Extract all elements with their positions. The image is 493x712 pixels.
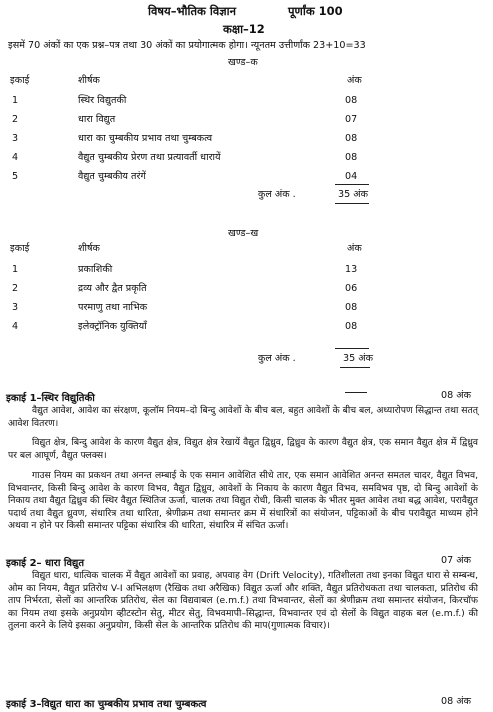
marks-underline xyxy=(335,184,369,185)
decorative-rule xyxy=(345,392,367,393)
row-title: स्थिर विद्युतकी xyxy=(78,95,127,106)
total-underline xyxy=(340,367,370,368)
section-b-total-value: 35 अंक xyxy=(343,353,373,364)
unit-1-para-1: वैद्युत आवेश, आवेश का संरक्षण, कूलॉम नियम–दो बिन्दु आवेशों के बीच बल, बहुत आवेशों के बीच बल, अध्यारोपण सिद्धान्त तथा सतत् आवेश वितरण। xyxy=(8,405,478,429)
section-a-col-unit: इकाई xyxy=(10,75,30,86)
row-unit: 3 xyxy=(12,133,19,144)
row-marks: 08 xyxy=(345,321,358,332)
subject-title: विषय–भौतिक विज्ञान xyxy=(148,4,236,18)
row-unit: 1 xyxy=(12,264,19,275)
row-marks: 13 xyxy=(345,264,358,275)
row-title: धारा का चुम्बकीय प्रभाव तथा चुम्बकत्व xyxy=(78,133,213,144)
exam-note: इसमें 70 अंकों का एक प्रश्न–पत्र तथा 30 अंकों का प्रयोगात्मक होगा। न्यूनतम उत्तीर्णांक 23+10=33 xyxy=(8,40,366,51)
row-title: प्रकाशिकी xyxy=(78,264,113,275)
section-a-title: खण्ड–क xyxy=(228,57,258,68)
row-marks: 08 xyxy=(345,95,358,106)
row-marks: 08 xyxy=(345,152,358,163)
total-underline xyxy=(335,203,369,204)
unit-1-heading: इकाई 1–स्थिर विद्युतिकी xyxy=(6,393,95,404)
row-unit: 3 xyxy=(12,302,19,313)
row-marks: 07 xyxy=(345,114,358,125)
row-marks: 08 xyxy=(345,133,358,144)
section-b-title: खण्ड–ख xyxy=(228,228,259,239)
unit-2-marks: 07 अंक xyxy=(441,555,471,566)
row-title: इलेक्ट्रॉनिक युक्तियाँ xyxy=(78,321,147,332)
row-unit: 1 xyxy=(12,95,19,106)
row-unit: 4 xyxy=(12,321,19,332)
row-unit: 5 xyxy=(12,171,19,182)
section-b-col-unit: इकाई xyxy=(10,243,30,254)
row-unit: 4 xyxy=(12,152,19,163)
section-b-col-title: शीर्षक xyxy=(78,243,100,254)
max-marks: पूर्णांक 100 xyxy=(288,4,343,18)
unit-1-para-3: गाउस नियम का प्रकथन तथा अनन्त लम्बाई के एक समान आवेशित सीधे तार, एक समान आवेशित अनन्त समतल चादर, वैद्युत विभव, विभवान्तर, किसी बिन्दु आवेश के कारण विभव, वैद्युत द्विध्रुव, आवेशों के निकाय के कारण वैद्युत विभव, समविभव पृष्ठ, दो बिन्दु आवेशों के निकाय तथा वैद्युत द्विध्रुव की स्थिर वैद्युत स्थितिज ऊर्जा, चालक तथा विद्युत रोधी, किसी चालक के भीतर मुक्त आवेश तथा बद्ध आवेश, परावैद्युत पदार्थ तथा वैद्युत ध्रुवण, संधारित्र तथा धारिता, श्रेणीक्रम तथा समान्तर क्रम में संधारित्रों का संयोजन, पट्टिकाओं के बीच परावैद्युत माध्यम होने अथवा न होने पर किसी समान्तर पट्टिका संधारित्र की धारिता, संधारित्र में संचित ऊर्जा। xyxy=(8,470,478,532)
unit-3-heading: इकाई 3–विद्युत धारा का चुम्बकीय प्रभाव तथा चुम्बकत्व xyxy=(6,699,207,710)
section-b-total-label: कुल अंक . xyxy=(258,353,296,364)
section-a-col-title: शीर्षक xyxy=(78,75,100,86)
unit-1-marks: 08 अंक xyxy=(441,390,471,401)
row-marks: 08 xyxy=(345,302,358,313)
row-marks: 04 xyxy=(345,171,358,182)
unit-1-para-2: विद्युत क्षेत्र, बिन्दु आवेश के कारण वैद्युत क्षेत्र, विद्युत क्षेत्र रेखायें वैद्युत द्विध्रुव, द्विध्रुव के कारण वैद्युत क्षेत्र, एक समान वैद्युत क्षेत्र में द्विध्रुव पर बल आघूर्ण, वैद्युत फ्लक्स। xyxy=(8,437,478,461)
row-unit: 2 xyxy=(12,283,19,294)
unit-2-para-1: विद्युत धारा, धात्विक चालक में वैद्युत आवेशों का प्रवाह, अपवाह वेग (Drift Velocity), गतिशीलता तथा इनका विद्युत धारा से सम्बन्ध, ओम का नियम, वैद्युत प्रतिरोध V-I अभिलक्षण (रैखिक तथा अरैखिक) विद्युत ऊर्जा और शक्ति, वैद्युत प्रतिरोधकता तथा चालकता, प्रतिरोध की ताप निर्भरता, सेलों का आन्तरिक प्रतिरोध, सेल का विद्यवाबल (e.m.f.) तथा विभवान्तर, सेलों का श्रेणीक्रम तथा समान्तर संयोजन, किरचॉफ का नियम तथा इसके अनुप्रयोग व्हीटस्टोन सेतु, मीटर सेतु, विभवमापी–सिद्धान्त, विभवान्तर एवं दो सेलों के विद्युत वाहक बल (e.m.f.) की तुलना करने के लिये इसका अनुप्रयोग, किसी सेल के आन्तरिक प्रतिरोध की माप(गुणात्मक विचार)। xyxy=(8,570,478,632)
row-title: द्रव्य और द्वैत प्रकृति xyxy=(78,283,147,294)
section-b-col-marks: अंक xyxy=(347,243,362,254)
unit-2-heading: इकाई 2– धारा विद्युत xyxy=(6,558,85,569)
row-title: वैद्युत चुम्बकीय प्रेरण तथा प्रत्यावर्ती धारायें xyxy=(78,152,221,163)
section-a-total-label: कुल अंक . xyxy=(258,189,296,200)
unit-3-marks: 08 अंक xyxy=(441,696,471,707)
row-unit: 2 xyxy=(12,114,19,125)
section-a-col-marks: अंक xyxy=(347,75,362,86)
class-label: कक्षा–12 xyxy=(223,22,265,36)
row-title: धारा विद्युत xyxy=(78,114,116,125)
section-a-total-value: 35 अंक xyxy=(338,189,368,200)
row-title: वैद्युत चुम्बकीय तरंगें xyxy=(78,171,146,182)
row-marks: 06 xyxy=(345,283,358,294)
marks-underline xyxy=(335,348,369,349)
row-title: परमाणु तथा नाभिक xyxy=(78,302,148,313)
